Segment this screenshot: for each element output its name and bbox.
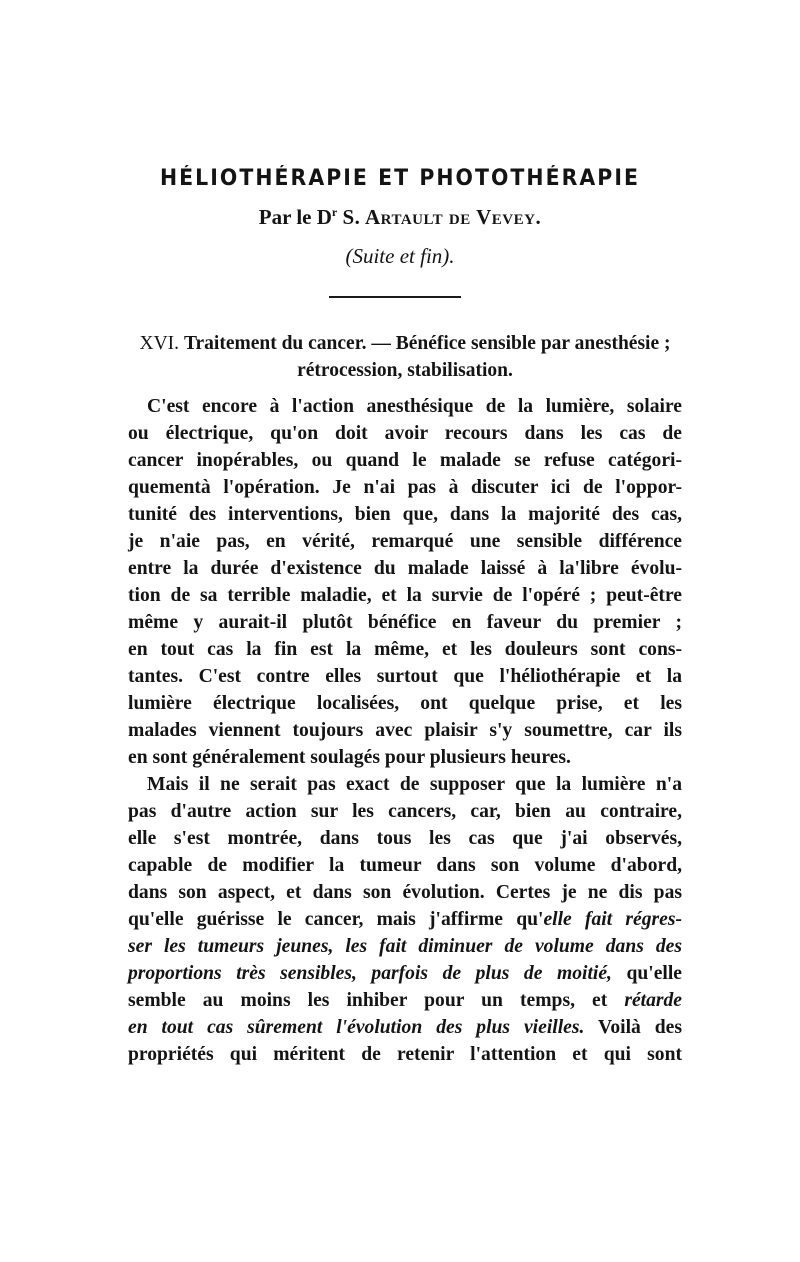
paragraph2-line: dans son aspect, et dans son évolution. Certes je ne dis pas	[128, 882, 682, 903]
body-text	[128, 393, 682, 1068]
paragraph2-line	[128, 906, 682, 933]
paragraph2-line9-italic: rétarde	[624, 990, 682, 1011]
section-heading-line2: rétrocession, stabilisation.	[297, 360, 513, 381]
article-subtitle: (Suite et fin).	[345, 244, 455, 268]
section-number: XVI.	[139, 333, 180, 354]
paragraph2-line	[128, 933, 682, 960]
paragraph2-line6-italic: elle fait régres-	[543, 909, 682, 930]
article-title: HÉLIOTHÉRAPIE ET PHOTOTHÉRAPIE	[159, 166, 641, 191]
author-line	[0, 205, 800, 230]
author-title-superscript: r	[331, 205, 338, 219]
paragraph2-line10-italic: en tout cas sûrement l'évolution des plus vieilles.	[128, 1017, 585, 1038]
paragraph1-line: tantes. C'est contre elles surtout que l'héliothérapie et la	[128, 666, 682, 687]
paragraph2-line7-italic: ser les tumeurs jeunes, les fait diminuer de volume dans des	[128, 936, 682, 957]
paragraph1-line: C'est encore à l'action anesthésique de la lumière, solaire	[147, 396, 682, 417]
paragraph1-line: je n'aie pas, en vérité, remarqué une sensible différence	[128, 531, 682, 552]
author-name: S. Artault de Vevey.	[342, 205, 542, 229]
paragraph1-line: cancer inopérables, ou quand le malade se refuse catégori-	[128, 450, 682, 471]
paragraph2-line: Mais il ne serait pas exact de supposer que la lumière n'a	[147, 774, 682, 795]
paragraph1-line: malades viennent toujours avec plaisir s'y soumettre, car ils	[128, 720, 682, 741]
author-prefix: Par le D	[258, 205, 332, 229]
paragraph2-line	[128, 987, 682, 1014]
paragraph2-line8-plain: qu'elle	[611, 963, 682, 984]
paragraph2-line: pas d'autre action sur les cancers, car, bien au contraire,	[128, 801, 682, 822]
paragraph1-line: tunité des interventions, bien que, dans la majorité des cas,	[128, 504, 682, 525]
paragraph2-line	[128, 1014, 682, 1041]
title-divider	[329, 296, 461, 298]
paragraph2-line10-plain: Voilà des	[584, 1017, 682, 1038]
paragraph1-line: tion de sa terrible maladie, et la survie de l'opéré ; peut-être	[128, 585, 682, 606]
paragraph1-line: ou électrique, qu'on doit avoir recours dans les cas de	[128, 423, 682, 444]
paragraph2-line6-plain: qu'elle guérisse le cancer, mais j'affirme qu'	[128, 909, 544, 930]
paragraph2-line9-plain: semble au moins les inhiber pour un temps, et	[128, 990, 625, 1011]
paragraph1-line: quementà l'opération. Je n'ai pas à discuter ici de l'oppor-	[128, 477, 682, 498]
paragraph1-line: même y aurait-il plutôt bénéfice en faveur du premier ;	[128, 612, 682, 633]
paragraph2-line8-italic: proportions très sensibles, parfois de plus de moitié,	[128, 963, 612, 984]
paragraph1-line: lumière électrique localisées, ont quelque prise, et les	[128, 693, 682, 714]
paragraph1-line: entre la durée d'existence du malade laissé à la'libre évolu-	[128, 558, 682, 579]
paragraph2-line	[128, 960, 682, 987]
paragraph2-line: propriétés qui méritent de retenir l'attention et qui sont	[128, 1044, 682, 1065]
paragraph1-line: en tout cas la fin est la même, et les douleurs sont cons-	[128, 639, 682, 660]
section-heading-line1: Traitement du cancer. — Bénéfice sensible par anesthésie ;	[183, 333, 671, 354]
section-heading	[128, 330, 682, 384]
paragraph2-line: elle s'est montrée, dans tous les cas que j'ai observés,	[128, 828, 682, 849]
paragraph2-line: capable de modifier la tumeur dans son volume d'abord,	[128, 855, 682, 876]
paragraph1-line: en sont généralement soulagés pour plusieurs heures.	[128, 747, 571, 768]
